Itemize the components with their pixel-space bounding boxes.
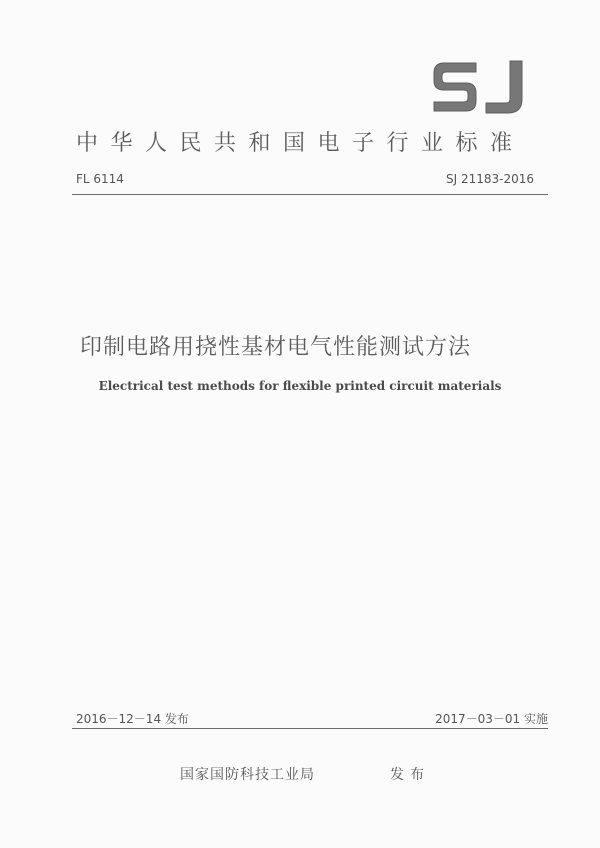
document-title-english: Electrical test methods for flexible printed circuit materials — [98, 379, 502, 393]
sj-logo — [430, 57, 526, 117]
issued-label: 发布 — [390, 767, 430, 783]
footer-divider — [72, 728, 548, 729]
implementation-date: 2017－03－01 实施 — [435, 712, 548, 726]
standard-name: 中华人民共和国电子行业标准 — [76, 131, 525, 156]
sj-logo-graphic — [430, 57, 526, 117]
standard-number: SJ 21183-2016 — [445, 172, 534, 186]
issue-date: 2016－12－14 发布 — [76, 712, 189, 726]
issuing-authority: 国家国防科技工业局 — [180, 767, 315, 783]
header-divider — [72, 194, 548, 195]
classification-code: FL 6114 — [76, 172, 124, 186]
document-title-chinese: 印制电路用挠性基材电气性能测试方法 — [80, 335, 472, 360]
